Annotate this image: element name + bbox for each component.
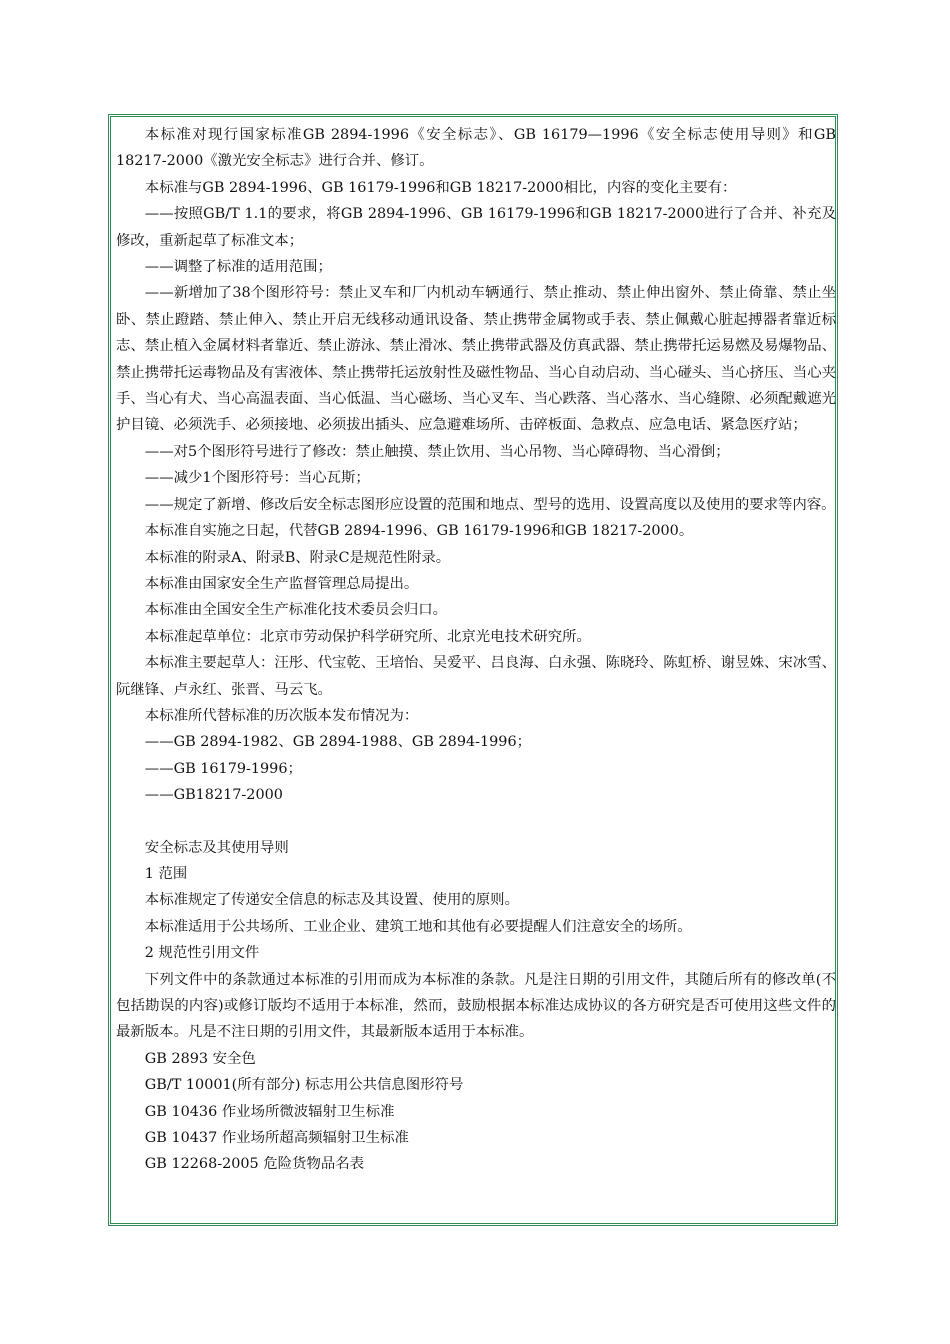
preface-paragraph: ——新增加了38个图形符号：禁止叉车和厂内机动车辆通行、禁止推动、禁止伸出窗外、禁止倚靠、禁止坐卧、禁止蹬踏、禁止伸入、禁止开启无线移动通讯设备、禁止携带金属物或手表、禁止佩戴心脏起搏器者靠近标志、禁止植入金属材料者靠近、禁止游泳、禁止滑冰、禁止携带武器及仿真武器、禁止携带托运易燃及易爆物品、禁止携带托运毒物品及有害液体、禁止携带托运放射性及磁性物品、当心自动启动、当心碰头、当心挤压、当心夹手、当心有犬、当心高温表面、当心低温、当心磁场、当心叉车、当心跌落、当心落水、当心缝隙、必须配戴遮光护目镜、必须洗手、必须接地、必须拔出插头、应急避难场所、击碎板面、急救点、应急电话、紧急医疗站； xyxy=(116,285,836,434)
preface-paragraph: 本标准由国家安全生产监督管理总局提出。 xyxy=(144,575,419,592)
preface-paragraph: ——规定了新增、修改后安全标志图形应设置的范围和地点、型号的选用、设置高度以及使用的要求等内容。 xyxy=(144,496,836,513)
preface-paragraph: 本标准主要起草人：汪彤、代宝乾、王培怡、吴爱平、吕良海、白永强、陈晓玲、陈虹桥、谢昱姝、宋冰雪、阮继锋、卢永红、张晋、马云飞。 xyxy=(116,655,836,698)
reference-item: GB 2893 安全色 xyxy=(144,1050,256,1067)
preface-paragraph: 本标准起草单位：北京市劳动保护科学研究所、北京光电技术研究所。 xyxy=(144,628,591,645)
section-heading-scope: 1 范围 xyxy=(144,865,188,882)
preface-paragraph: 本标准对现行国家标准GB 2894-1996《安全标志》、GB 16179—1996《安全标志使用导则》和GB 18217-2000《激光安全标志》进行合并、修订。 xyxy=(116,127,836,170)
preface-paragraph: ——GB 2894-1982、GB 2894-1988、GB 2894-1996； xyxy=(144,734,532,751)
preface-paragraph: ——调整了标准的适用范围； xyxy=(144,259,332,276)
preface-paragraph: ——GB 16179-1996； xyxy=(144,760,302,777)
document-content xyxy=(116,122,836,1178)
section-spacer xyxy=(116,809,836,835)
reference-item: GB 12268-2005 危险货物品名表 xyxy=(144,1156,365,1173)
reference-item: GB 10437 作业场所超高频辐射卫生标准 xyxy=(144,1130,409,1147)
preface-paragraph: 本标准所代替标准的历次版本发布情况为： xyxy=(144,707,419,724)
reference-item: GB 10436 作业场所微波辐射卫生标准 xyxy=(144,1103,395,1120)
body-paragraph: 本标准适用于公共场所、工业企业、建筑工地和其他有必要提醒人们注意安全的场所。 xyxy=(144,918,692,935)
preface-paragraph: ——减少1个图形符号：当心瓦斯； xyxy=(144,470,370,487)
preface-paragraph: ——按照GB/T 1.1的要求，将GB 2894-1996、GB 16179-1996和GB 18217-2000进行了合并、补充及修改，重新起草了标准文本； xyxy=(116,206,836,249)
document-title: 安全标志及其使用导则 xyxy=(144,839,289,856)
section-heading-normative-references: 2 规范性引用文件 xyxy=(144,945,260,962)
body-paragraph: 下列文件中的条款通过本标准的引用而成为本标准的条款。凡是注日期的引用文件，其随后所有的修改单(不包括勘误的内容)或修订版均不适用于本标准，然而，鼓励根据本标准达成协议的各方研究是否可使用这些文件的最新版本。凡是不注日期的引用文件，其最新版本适用于本标准。 xyxy=(116,971,836,1041)
preface-paragraph: 本标准自实施之日起，代替GB 2894-1996、GB 16179-1996和GB 18217-2000。 xyxy=(144,523,694,540)
body-paragraph: 本标准规定了传递安全信息的标志及其设置、使用的原则。 xyxy=(144,892,519,909)
preface-paragraph: 本标准的附录A、附录B、附录C是规范性附录。 xyxy=(144,549,451,566)
preface-paragraph: ——对5个图形符号进行了修改：禁止触摸、禁止饮用、当心吊物、当心障碍物、当心滑倒； xyxy=(144,443,730,460)
preface-paragraph: 本标准与GB 2894-1996、GB 16179-1996和GB 18217-2000相比，内容的变化主要有： xyxy=(144,179,737,196)
reference-item: GB/T 10001(所有部分) 标志用公共信息图形符号 xyxy=(144,1077,464,1094)
preface-paragraph: ——GB18217-2000 xyxy=(144,787,283,804)
preface-paragraph: 本标准由全国安全生产标准化技术委员会归口。 xyxy=(144,602,448,619)
